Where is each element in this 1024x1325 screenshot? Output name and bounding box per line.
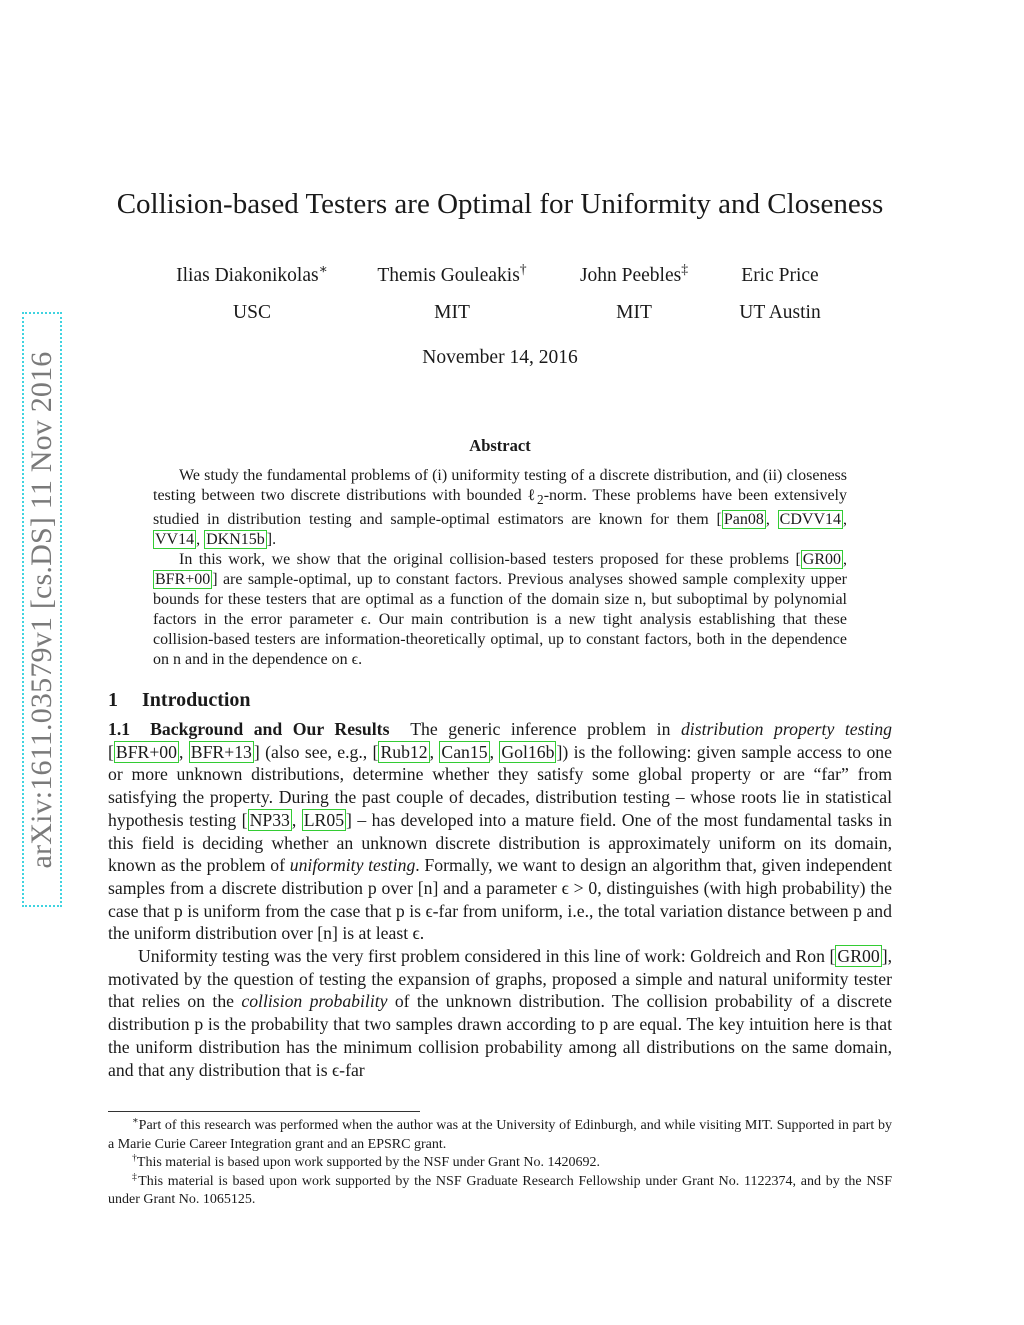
footnote: ‡This material is based upon work supported by the NSF Graduate Research Fellowship under Grant No. 1122374, and by the NSF under Grant No. 1065125. [108, 1170, 892, 1207]
author-affiliation: MIT [434, 302, 470, 323]
citation-link[interactable]: BFR+13 [190, 741, 252, 762]
footnote: †This material is based upon work supported by the NSF under Grant No. 1420692. [132, 1152, 601, 1170]
citation-link[interactable]: GR00 [837, 946, 880, 967]
paper-date: November 14, 2016 [422, 347, 578, 368]
author-name: Ilias Diakonikolas∗ [176, 261, 328, 286]
abstract-paragraph: In this work, we show that the original collision-based testers proposed for these problems [ GR00 , BFR+00 ] are sample-optimal, up to constant factors. Previous analyses showed sample complexity upper bounds for these testers that are optimal as a function of the domain size n, but suboptimal by polynomial factors in the error parameter ϵ. Our main contribution is a new tight analysis establishing that these collision-based testers are information-theoretically optimal, up to constant factors, both in the dependence on n and in the dependence on ϵ. [153, 551, 847, 669]
body-paragraph: 1.1 Background and Our Results The generic inference problem in distribution property testing [ BFR+00 , BFR+13 ] (also see, e.g., [ Rub12 , Can15 , Gol16b ]) is the following: given sample access to one or more unknown distributions, determine whether they satisfy some global property or are “far” from satisfying the property. During the past couple of decades, distribution testing – whose roots lie in statistical hypothesis testing [ NP33 , LR05 ] – has developed into a mature field. One of the most fundamental tasks in this field is deciding whether an unknown discrete distribution is approximately uniform on its domain, known as the problem of uniformity testing. Formally, we want to design an algorithm that, given independent samples from a discrete distribution p over [n] and a parameter ϵ > 0, distinguishes (with high probability) the case that p is uniform from the case that p is ϵ-far from uniform, i.e., the total variation distance between p and the uniform distribution over [n] is at least ϵ. [108, 719, 893, 944]
footnote: ∗Part of this research was performed when the author was at the University of Edinburgh, and while visiting MIT. Supported in part by a Marie Curie Career Integration grant and an EPSRC grant. [108, 1115, 892, 1152]
citation-link[interactable]: Pan08 [723, 511, 764, 529]
citation-link[interactable]: Rub12 [380, 741, 428, 762]
abstract-body [153, 466, 847, 670]
author-affiliation: UT Austin [739, 302, 821, 323]
author-name: John Peebles‡ [579, 261, 689, 286]
abstract-paragraph: We study the fundamental problems of (i) uniformity testing of a discrete distribution, and (ii) closeness testing between two discrete distributions with bounded ℓ$_2$-norm. These problems have been extensively studied in distribution testing and sample-optimal estimators are known for them [ Pan08 , CDVV14 , VV14 , DKN15b ]. [153, 467, 847, 549]
section-heading: 1 Introduction [108, 689, 251, 711]
author-name: Eric Price [741, 265, 819, 286]
footnotes [108, 1117, 892, 1210]
author-affiliation: USC [233, 302, 271, 323]
subsection-heading: 1.1 Background and Our Results [108, 719, 390, 739]
citation-link[interactable]: VV14 [155, 531, 195, 549]
citation-link[interactable]: Can15 [441, 741, 488, 762]
arxiv-identifier: arXiv:1611.03579v1 [cs.DS] 11 Nov 2016 [25, 351, 58, 868]
author-name: Themis Gouleakis† [377, 261, 527, 286]
citation-link[interactable]: Gol16b [501, 741, 555, 762]
introduction-body [108, 718, 892, 1081]
citation-link[interactable]: BFR+00 [155, 571, 211, 589]
citation-link[interactable]: GR00 [802, 551, 841, 569]
citation-link[interactable]: CDVV14 [779, 511, 841, 529]
body-paragraph: Uniformity testing was the very first problem considered in this line of work: Goldreich and Ron [ GR00 ], motivated by the question of testing the expansion of graphs, proposed a simple and natural uniformity tester that relies on the collision probability of the unknown distribution. The collision probability of a discrete distribution p is the probability that two samples drawn according to p are equal. The key intuition here is that the uniform distribution has the minimum collision probability among all distributions on the same domain, and that any distribution that is ϵ-far [108, 946, 893, 1080]
arxiv-identifier-box[interactable] [22, 312, 62, 907]
citation-link[interactable]: DKN15b [206, 531, 265, 549]
citation-link[interactable]: BFR+00 [115, 741, 177, 762]
footnote-rule [108, 1111, 420, 1112]
paper-title: Collision-based Testers are Optimal for Uniformity and Closeness [116, 188, 884, 220]
author-affiliation: MIT [616, 302, 652, 323]
abstract-heading: Abstract [469, 436, 531, 455]
citation-link[interactable]: LR05 [303, 809, 345, 830]
citation-link[interactable]: NP33 [249, 809, 290, 830]
